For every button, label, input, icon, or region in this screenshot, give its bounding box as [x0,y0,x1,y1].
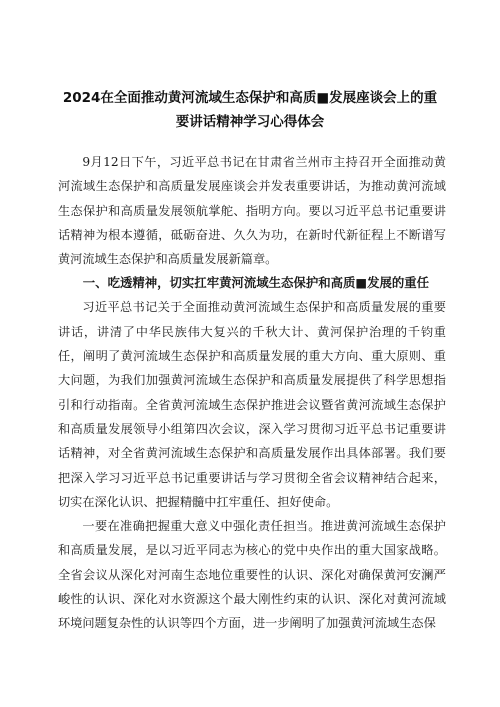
document-body [58,150,446,636]
section-heading: 一、吃透精神，切实扛牢黄河流域生态保护和高质■发展的重任 [82,275,430,291]
document-title: 2024在全面推动黄河流域生态保护和高质■发展座谈会上的重要讲话精神学习心得体会 [62,90,438,130]
body-paragraph: 习近平总书记关于全面推动黄河流域生态保护和高质量发展的重要讲话，讲清了中华民族伟大复兴的千秋大计、黄河保护治理的千钧重任，阐明了黄河流域生态保护和高质量发展的重大方向、重大原则、重大问题，为我们加强黄河流域生态保护和高质量发展提供了科学思想指引和行动指南。全省黄河流域生态保护推进会议暨省黄河流域生态保护和高质量发展领导小组第四次会议，深入学习贯彻习近平总书记重要讲话精神，对全省黄河流域生态保护和高质量发展作出具体部署。我们要把深入学习习近平总书记重要讲话与学习贯彻全省会议精神结合起来，切实在深化认识、把握精髓中扛牢重任、担好使命。 [58,300,446,509]
intro-paragraph: 9月12日下午，习近平总书记在甘肃省兰州市主持召开全面推动黄河流域生态保护和高质量发展座谈会并发表重要讲话，为推动黄河流域生态保护和高质量发展领航掌舵、指明方向。要以习近平总书记重要讲话精神为根本遵循，砥砺奋进、久久为功，在新时代新征程上不断谱写黄河流域生态保护和高质量发展新篇章。 [58,155,446,267]
body-paragraph: 一要在准确把握重大意义中强化责任担当。推进黄河流域生态保护和高质量发展，是以习近平同志为核心的党中央作出的重大国家战略。全省会议从深化对河南生态地位重要性的认识、深化对确保黄河安澜严峻性的认识、深化对水资源这个最大刚性约束的认识、深化对黄河流域环境问题复杂性的认识等四个方面，进一步阐明了加强黄河流域生态保 [58,519,446,631]
